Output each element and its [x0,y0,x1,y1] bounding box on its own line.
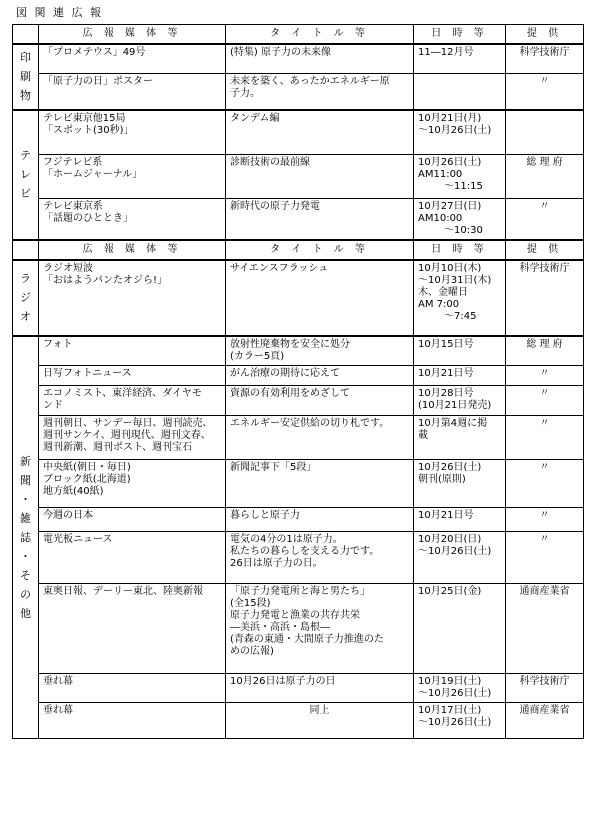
category-char: ビ [20,187,31,200]
title-cell [226,336,414,366]
table-row [13,154,584,198]
cell-line: ～11:15 [444,180,483,192]
header-provider: 提 供 [506,240,584,260]
cell-line: 「プロメテウス」49号 [43,47,146,58]
cell-line: 週刊サンケイ、週刊現代、週刊文春、 [43,430,211,441]
date-cell [414,674,506,703]
category-char: ジ [20,291,31,304]
table-row [13,508,584,532]
category-char: 誌 [20,530,31,544]
table-row [13,416,584,460]
cell-line: 垂れ幕 [43,676,73,687]
table-row [13,44,584,73]
provider-cell: 〃 [506,366,584,386]
header-media: 広 報 媒 体 等 [39,25,226,45]
cell-line: 週刊朝日、サンデー毎日、週刊読売、 [43,418,213,429]
cell-line: エコノミスト、東洋経済、ダイヤモ [43,388,202,399]
category-print [13,44,39,110]
provider-cell: 総 理 府 [506,154,584,198]
provider-cell: 〃 [506,198,584,240]
provider-cell: 〃 [506,73,584,110]
category-char: 聞 [20,473,31,487]
media-cell [39,336,226,366]
provider-cell: 〃 [506,532,584,584]
category-char: 印 [20,51,31,64]
cell-line: ～10月26日(土) [418,125,492,136]
cell-line: 10月25日(金) [418,586,482,597]
cell-line: 新聞記事下「5段」 [230,462,317,473]
title-cell [226,460,414,508]
media-cell [39,44,226,73]
media-cell [39,703,226,739]
cell-line: AM11:00 [418,168,463,180]
provider-cell: 通商産業省 [506,584,584,674]
related-publicity-table [12,24,584,739]
cell-line: 26日は原子力の日。 [230,558,323,569]
category-char: オ [20,310,31,323]
date-cell [414,260,506,336]
cell-line: 10月21日号 [418,510,474,521]
provider-cell [506,110,584,154]
cell-line: 10月28日号 [418,388,474,399]
header-provider: 提 供 [506,25,584,45]
cell-line: 原子力発電と漁業の共存共栄 [230,610,360,621]
title-cell [226,532,414,584]
date-cell [414,336,506,366]
header-media: 広 報 媒 体 等 [39,240,226,260]
cell-line: 朝刊(原則) [418,474,466,485]
cell-line: 10月15日号 [418,339,474,350]
date-cell [414,366,506,386]
title-cell [226,508,414,532]
figure-caption: 図 関 連 広 報 [16,6,103,19]
cell-line: 10月27日(日) [418,200,482,212]
media-cell [39,508,226,532]
category-char: そ [20,568,31,582]
cell-line: 垂れ幕 [43,705,73,716]
cell-line: 電光板ニュース [43,534,113,545]
cell-line: フォト [43,339,73,350]
header-row [13,25,584,45]
provider-cell: 通商産業省 [506,703,584,739]
provider-cell: 〃 [506,460,584,508]
media-cell [39,110,226,154]
cell-line: ラジオ短波 [43,263,93,274]
cell-line: 未来を築く、あったかエネルギー原 [230,75,390,87]
cell-line: 私たちの暮らしを支える力です。 [230,546,380,557]
header-title: タ イ ト ル 等 [226,25,414,45]
table-row [13,532,584,584]
cell-line: 載 [418,430,428,441]
table-row [13,110,584,154]
title-cell [226,703,414,739]
table-row [13,260,584,336]
cell-line: フジテレビ系 [43,156,103,168]
cell-line: ～10月26日(土) [418,688,492,699]
table-row [13,336,584,366]
category-char: ・ [20,549,31,563]
cell-line: 「原子力の日」ポスター [43,75,153,87]
cell-line: 「話題のひととき」 [43,212,133,224]
cell-line: 資源の有効利用をめざして [230,388,350,399]
date-cell [414,73,506,110]
category-char: 物 [20,89,31,102]
category-char: 雑 [20,511,31,525]
cell-line: めの広報) [230,646,274,657]
cell-line: (全15段) [230,598,271,609]
cell-line: ～10月26日(土) [418,546,492,557]
cell-line: 10月19日(土) [418,676,482,687]
date-cell [414,386,506,416]
provider-cell: 総 理 府 [506,336,584,366]
table-row [13,73,584,110]
date-cell [414,508,506,532]
cell-line: 10月10日(木) [418,263,482,274]
cell-line: エネルギー安定供給の切り札です。 [230,418,390,429]
media-cell [39,154,226,198]
cell-line: 放射性廃棄物を安全に処分 [230,339,350,350]
table-row [13,366,584,386]
table-row [13,674,584,703]
title-cell [226,674,414,703]
header-blank [13,240,39,260]
cell-line: AM10:00 [418,212,463,224]
cell-line: 新時代の原子力発電 [230,200,320,212]
provider-cell: 〃 [506,416,584,460]
media-cell [39,416,226,460]
provider-cell: 科学技術庁 [506,674,584,703]
cell-line: 今週の日本 [43,510,93,521]
provider-cell: 〃 [506,386,584,416]
table-row [13,460,584,508]
cell-line: (カラー5頁) [230,351,285,362]
title-cell [226,110,414,154]
cell-line: テレビ東京他15局 [43,113,126,124]
category-char: 他 [20,606,31,620]
cell-line: 「おはようパンたオジら!」 [43,275,168,286]
cell-line: (10月21日発売) [418,400,492,411]
cell-line: 10月26日(土) [418,462,482,473]
cell-line: 「原子力発電所と海と男たち」 [230,586,370,597]
category-char: 刷 [20,70,31,83]
cell-line: タンデム編 [230,113,280,124]
media-cell [39,460,226,508]
media-cell [39,366,226,386]
cell-line: 診断技術の最前線 [230,156,310,168]
cell-line: ～10月26日(土) [418,717,492,728]
cell-line: AM 7:00 [418,299,460,310]
cell-line: ンド [43,400,63,411]
cell-line: サイエンスフラッシュ [230,263,329,274]
cell-line: 「ホームジャーナル」 [43,168,143,180]
media-cell [39,260,226,336]
title-cell [226,44,414,73]
category-radio [13,260,39,336]
cell-line: (特集) 原子力の未来像 [230,47,331,58]
date-cell [414,44,506,73]
date-cell [414,532,506,584]
title-cell [226,386,414,416]
cell-line: ～10月31日(木) [418,275,492,286]
title-cell [226,198,414,240]
media-cell [39,532,226,584]
title-cell [226,154,414,198]
table-row [13,198,584,240]
date-cell [414,154,506,198]
date-cell [414,584,506,674]
cell-line: 東奥日報、デーリー東北、陸奥新報 [43,586,203,597]
category-char: 新 [20,454,31,468]
cell-line: 同上 [309,705,330,716]
category-char: の [20,587,31,601]
cell-line: 子力。 [230,87,260,99]
cell-line: 10月21日号 [418,368,474,379]
cell-line: 暮らしと原子力 [230,510,300,521]
cell-line: ～7:45 [444,311,477,322]
cell-line: 10月17日(土) [418,705,482,716]
provider-cell: 〃 [506,508,584,532]
table-row [13,703,584,739]
cell-line: 中央紙(朝日・毎日) [43,462,131,473]
cell-line: 11―12月号 [418,47,474,58]
media-cell [39,674,226,703]
cell-line: 10月26日(土) [418,156,482,168]
header-row [13,240,584,260]
cell-line: 10月第4週に掲 [418,418,488,429]
cell-line: 地方紙(40紙) [43,486,104,497]
media-cell [39,386,226,416]
media-cell [39,198,226,240]
category-press [13,336,39,739]
cell-line: テレビ東京系 [43,200,103,212]
category-char: テ [20,149,31,162]
provider-cell: 科学技術庁 [506,260,584,336]
cell-line: 10月21日(月) [418,113,482,124]
date-cell [414,703,506,739]
date-cell [414,416,506,460]
category-char: ・ [20,492,31,506]
category-char: ラ [20,272,31,285]
cell-line: ブロック紙(北海道) [43,474,131,485]
cell-line: 木、金曜日 [418,287,468,298]
date-cell [414,460,506,508]
cell-line: (青森の東通・大間原子力推進のた [230,634,384,645]
cell-line: 「スポット(30秒)」 [43,125,134,136]
title-cell [226,73,414,110]
header-date: 日 時 等 [414,240,506,260]
media-cell [39,73,226,110]
cell-line: 電気の4分の1は原子力。 [230,534,343,545]
title-cell [226,584,414,674]
cell-line: 10月20日(日) [418,534,482,545]
header-title: タ イ ト ル 等 [226,240,414,260]
provider-cell: 科学技術庁 [506,44,584,73]
date-cell [414,198,506,240]
date-cell [414,110,506,154]
cell-line: がん治療の期待に応えて [230,368,340,379]
table-row [13,584,584,674]
cell-line: 週刊新潮、週刊ポスト、週刊宝石 [43,442,193,453]
cell-line: ―美浜・高浜・島根― [230,622,330,633]
title-cell [226,366,414,386]
header-date: 日 時 等 [414,25,506,45]
cell-line: 日写フォトニュース [43,368,132,379]
header-blank [13,25,39,45]
title-cell [226,416,414,460]
cell-line: ～10:30 [444,224,483,236]
title-cell [226,260,414,336]
category-tv [13,110,39,240]
table-row [13,386,584,416]
category-char: レ [20,168,31,181]
media-cell [39,584,226,674]
cell-line: 10月26日は原子力の日 [230,676,336,687]
